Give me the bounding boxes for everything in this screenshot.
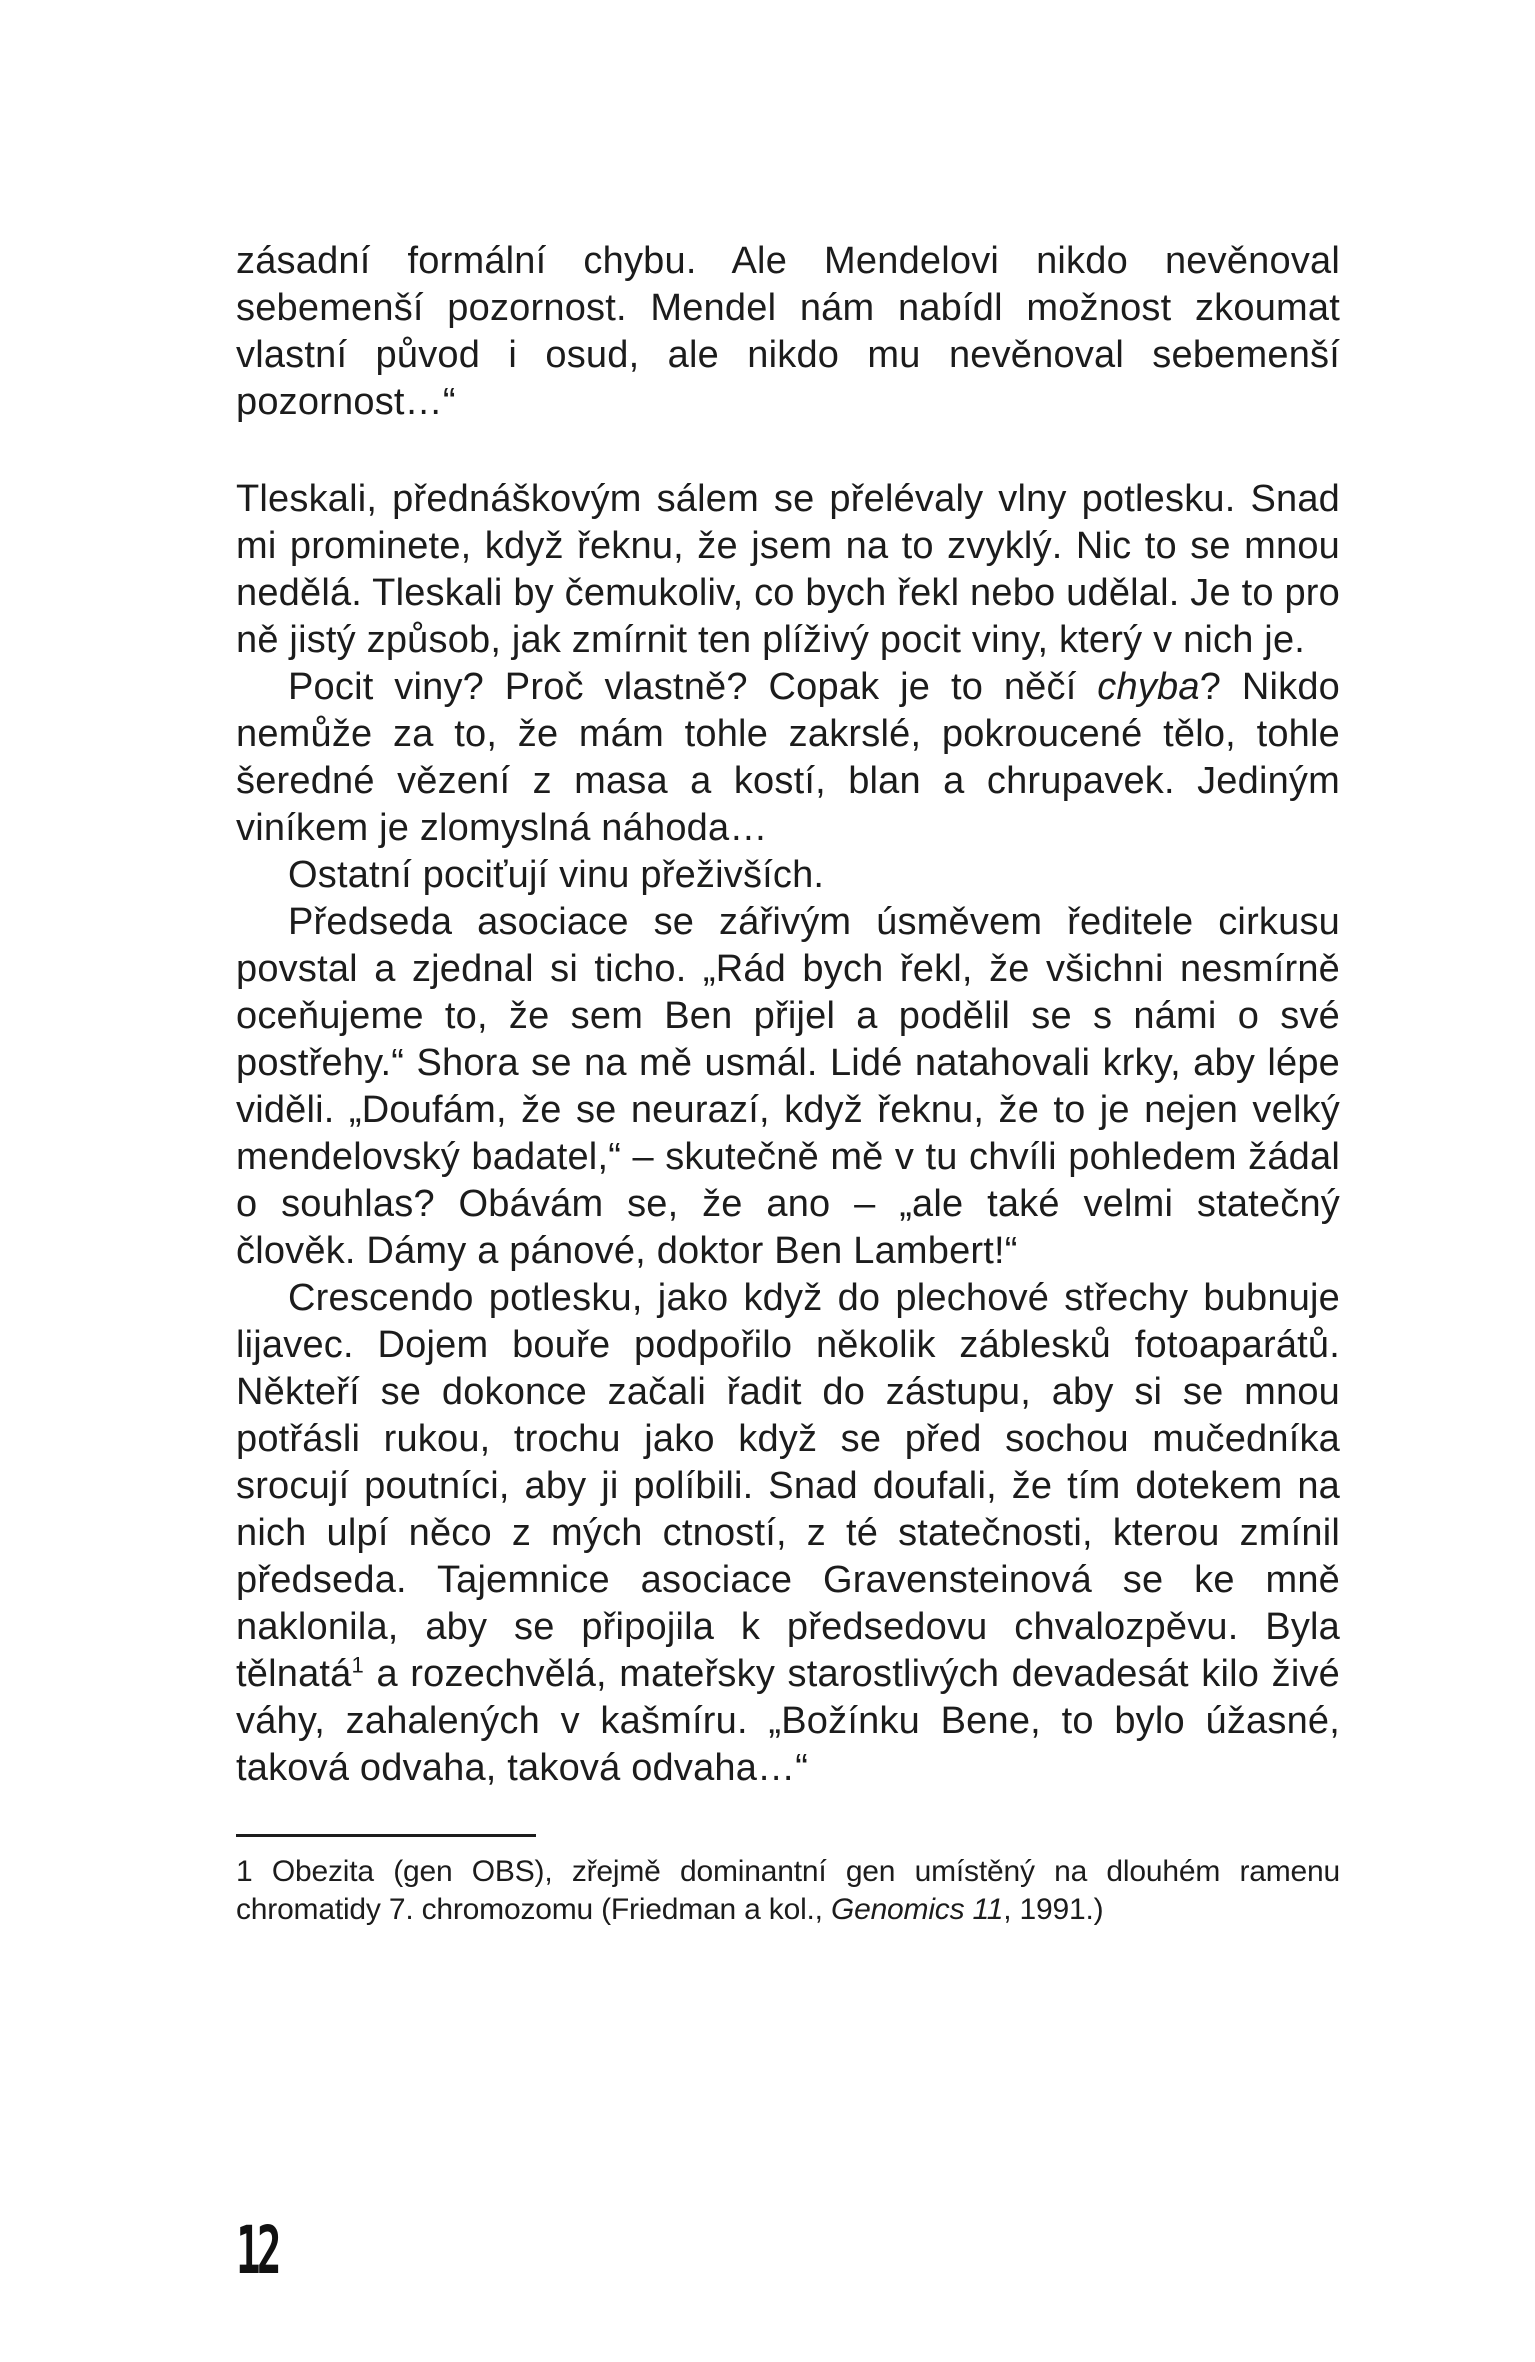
italic-text: chyba (1097, 666, 1200, 708)
page-number: 12 (236, 2212, 278, 2289)
text-segment: Pocit viny? Proč vlastně? Copak je to něčí (288, 666, 1098, 708)
text-segment: a rozechvělá, mateřsky starostlivých devadesát kilo živé váhy, zahalených v kašmíru. „Božínku Bene, to bylo úžasné, taková odvaha, taková odvaha…“ (236, 1653, 1340, 1789)
paragraph (236, 1275, 1340, 1792)
paragraph (236, 476, 1340, 664)
footnote-marker: 1 (351, 1652, 364, 1678)
text-segment: , 1991.) (1003, 1893, 1104, 1926)
text-segment: Ostatní pociťují vinu přeživších. (288, 854, 825, 896)
text-segment: zásadní formální chybu. Ale Mendelovi nikdo nevěnoval sebemenší pozornost. Mendel nám nabídl možnost zkoumat vlastní původ i osud, ale nikdo mu nevěnoval sebemenší pozornost…“ (236, 240, 1340, 423)
text-segment: Crescendo potlesku, jako když do plechové střechy bubnuje lijavec. Dojem bouře podpořilo několik záblesků fotoaparátů. Někteří se dokonce začali řadit do zástupu, aby si se mnou potřásli rukou, trochu jako když se před sochou mučedníka srocují poutníci, aby ji políbili. Snad doufali, že tím dotekem na nich ulpí něco z mých ctností, z té statečnosti, kterou zmínil předseda. Tajemnice asociace Gravensteinová se ke mně naklonila, aby se připojila k předsedovu chvalozpěvu. Byla tělnatá (236, 1277, 1340, 1695)
paragraph (236, 238, 1340, 426)
body-text (236, 238, 1340, 1792)
paragraph (236, 852, 1340, 899)
text-segment: 1 Obezita (gen OBS), zřejmě dominantní gen umístěný na dlouhém ramenu chromatidy 7. chromozomu (Friedman a kol., (236, 1855, 1340, 1926)
text-segment: Předseda asociace se zářivým úsměvem ředitele cirkusu povstal a zjednal si ticho. „Rád bych řekl, že všichni nesmírně oceňujeme to, že sem Ben přijel a podělil se s námi o své postřehy.“ Shora se na mě usmál. Lidé natahovali krky, aby lépe viděli. „Doufám, že se neurazí, když řeknu, že to je nejen velký mendelovský badatel,“ – skutečně mě v tu chvíli pohledem žádal o souhlas? Obávám se, že ano – „ale také velmi statečný člověk. Dámy a pánové, doktor Ben Lambert!“ (236, 901, 1340, 1272)
text-segment: ? Nikdo nemůže za to, že mám tohle zakrslé, pokroucené tělo, tohle šeredné vězení z masa a kostí, blan a chrupavek. Jediným viníkem je zlomyslná náhoda… (236, 666, 1341, 849)
text-segment: Tleskali, přednáškovým sálem se přelévaly vlny potlesku. Snad mi prominete, když řeknu, že jsem na to zvyklý. Nic to se mnou nedělá. Tleskali by čemukoliv, co bych řekl nebo udělal. Je to pro ně jistý způsob, jak zmírnit ten plíživý pocit viny, který v nich je. (236, 478, 1340, 661)
paragraph (236, 664, 1340, 852)
text-block (236, 238, 1340, 1929)
italic-text: Genomics 11 (830, 1893, 1004, 1926)
footnote (236, 1834, 1340, 1929)
footnote-text (236, 1853, 1340, 1929)
paragraph (236, 899, 1340, 1275)
footnote-separator (236, 1834, 536, 1837)
